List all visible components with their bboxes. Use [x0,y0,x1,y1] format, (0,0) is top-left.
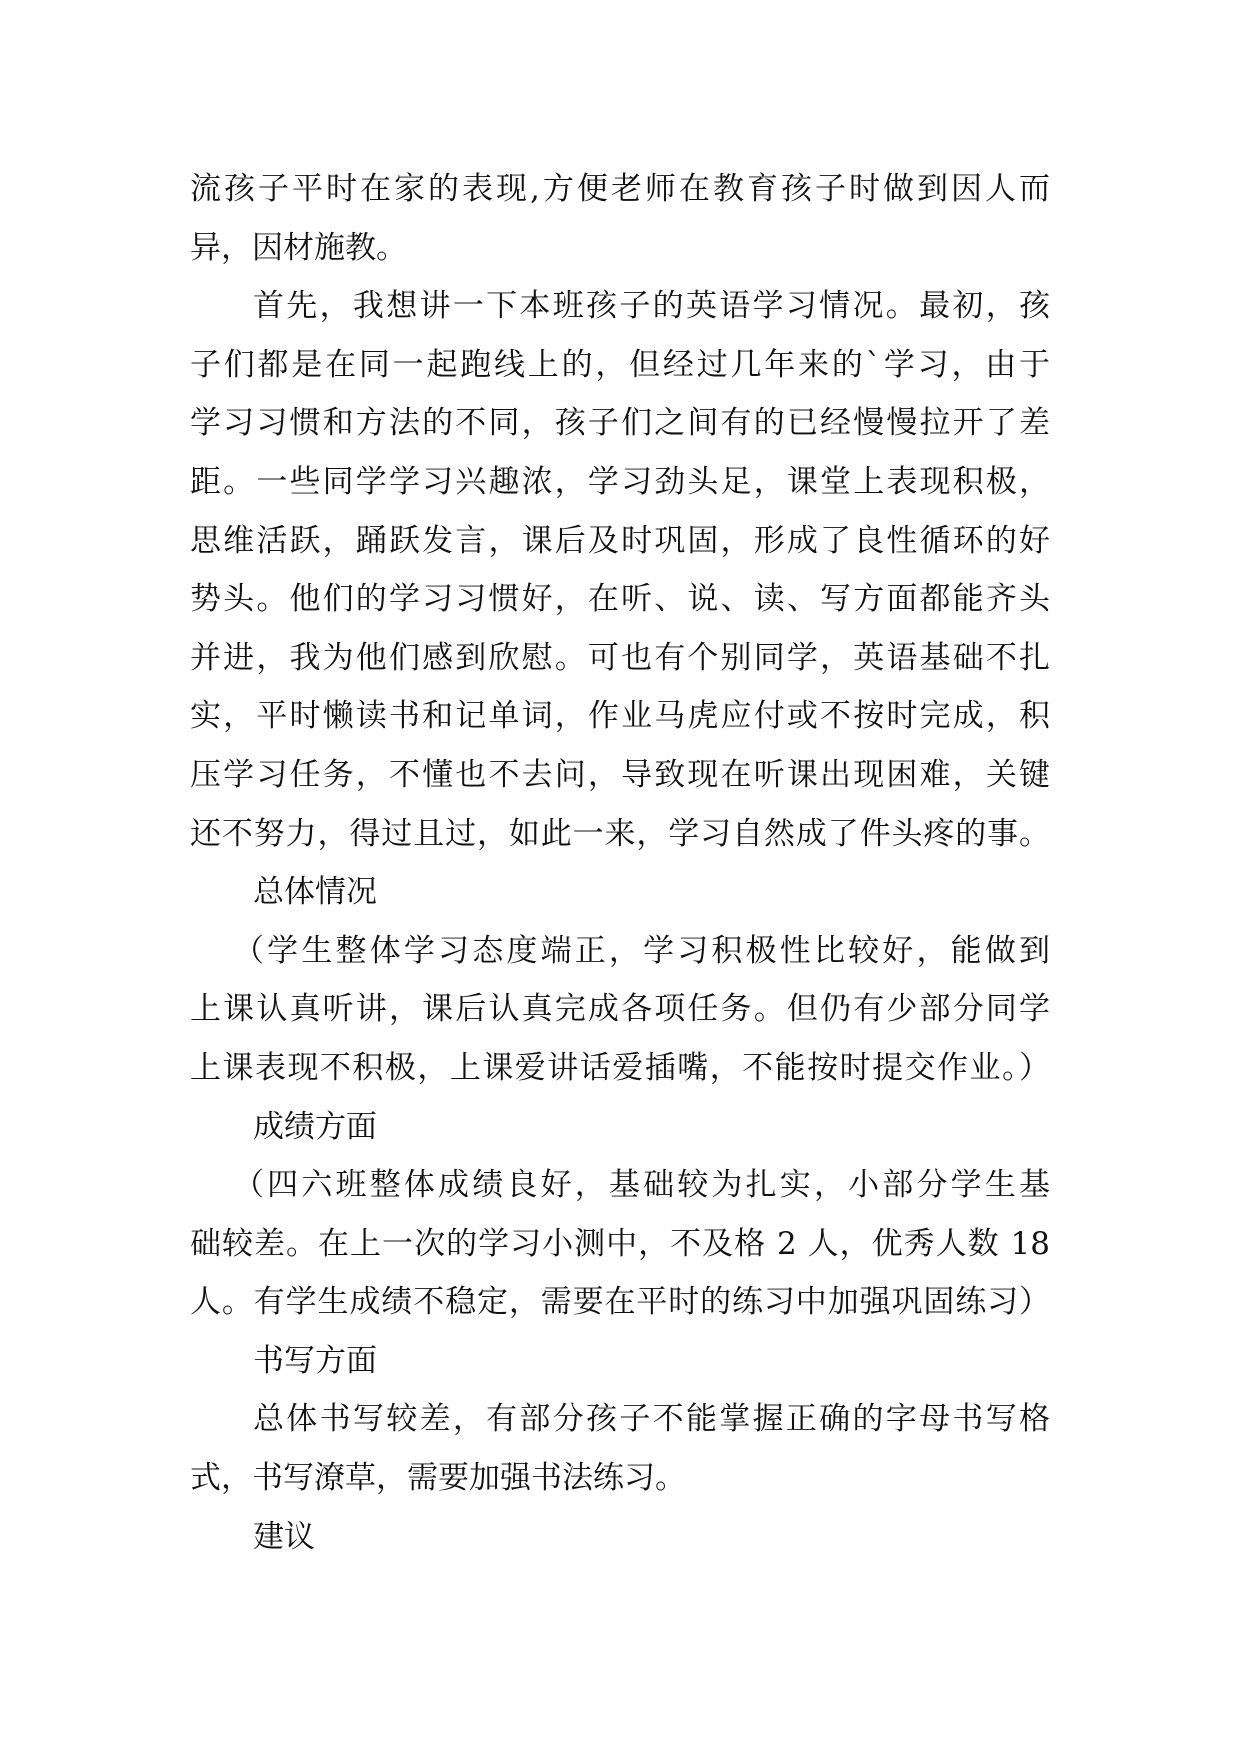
paragraph-first-line: 总体书写较差，有部分孩子不能掌握正确的字母书写格 [253,1401,1050,1438]
text-line: 式，书写潦草，需要加强书法练习。 [190,1460,686,1497]
text-line: 人。有学生成绩不稳定，需要在平时的练习中加强巩固练习） [190,1284,1050,1321]
text-line: 并进，我为他们感到欣慰。可也有个别同学，英语基础不扎 [190,639,1050,676]
text-line: 子们都是在同一起跑线上的，但经过几年来的`学习，由于 [190,346,1050,383]
text-line: 压学习任务，不懂也不去问，导致现在听课出现困难，关键 [190,756,1050,793]
text-line: 实，平时懒读书和记单词，作业马虎应付或不按时完成，积 [190,698,1050,735]
paragraph-first-line: （四六班整体成绩良好，基础较为扎实，小部分学生基 [233,1167,1050,1204]
text-line: 距。一些同学学习兴趣浓，学习劲头足，课堂上表现积极， [190,463,1050,500]
paragraph-first-line: 首先，我想讲一下本班孩子的英语学习情况。最初，孩 [253,288,1050,325]
paragraph-first-line: （学生整体学习态度端正，学习积极性比较好，能做到 [233,932,1050,969]
text-line: 学习习惯和方法的不同，孩子们之间有的已经慢慢拉开了差 [190,405,1050,442]
section-heading-grades: 成绩方面 [253,1108,377,1145]
section-heading-writing: 书写方面 [253,1342,377,1379]
text-line: 础较差。在上一次的学习小测中，不及格 2 人，优秀人数 18 [190,1225,1050,1262]
text-line: 异，因材施教。 [190,229,407,266]
text-line: 流孩子平时在家的表现,方便老师在教育孩子时做到因人而 [190,171,1050,207]
text-line: 势头。他们的学习习惯好，在听、说、读、写方面都能齐头 [190,581,1050,618]
text-line: 还不努力，得过且过，如此一来，学习自然成了件头疼的事。 [190,815,1050,852]
text-line: 上课表现不积极，上课爱讲话爱插嘴，不能按时提交作业。） [190,1049,1050,1086]
section-heading-overall: 总体情况 [253,874,377,911]
text-line: 上课认真听讲，课后认真完成各项任务。但仍有少部分同学 [190,991,1050,1028]
text-line: 思维活跃，踊跃发言，课后及时巩固，形成了良性循环的好 [190,522,1050,559]
document-page [190,160,1050,1566]
section-heading-suggestions: 建议 [253,1518,315,1555]
